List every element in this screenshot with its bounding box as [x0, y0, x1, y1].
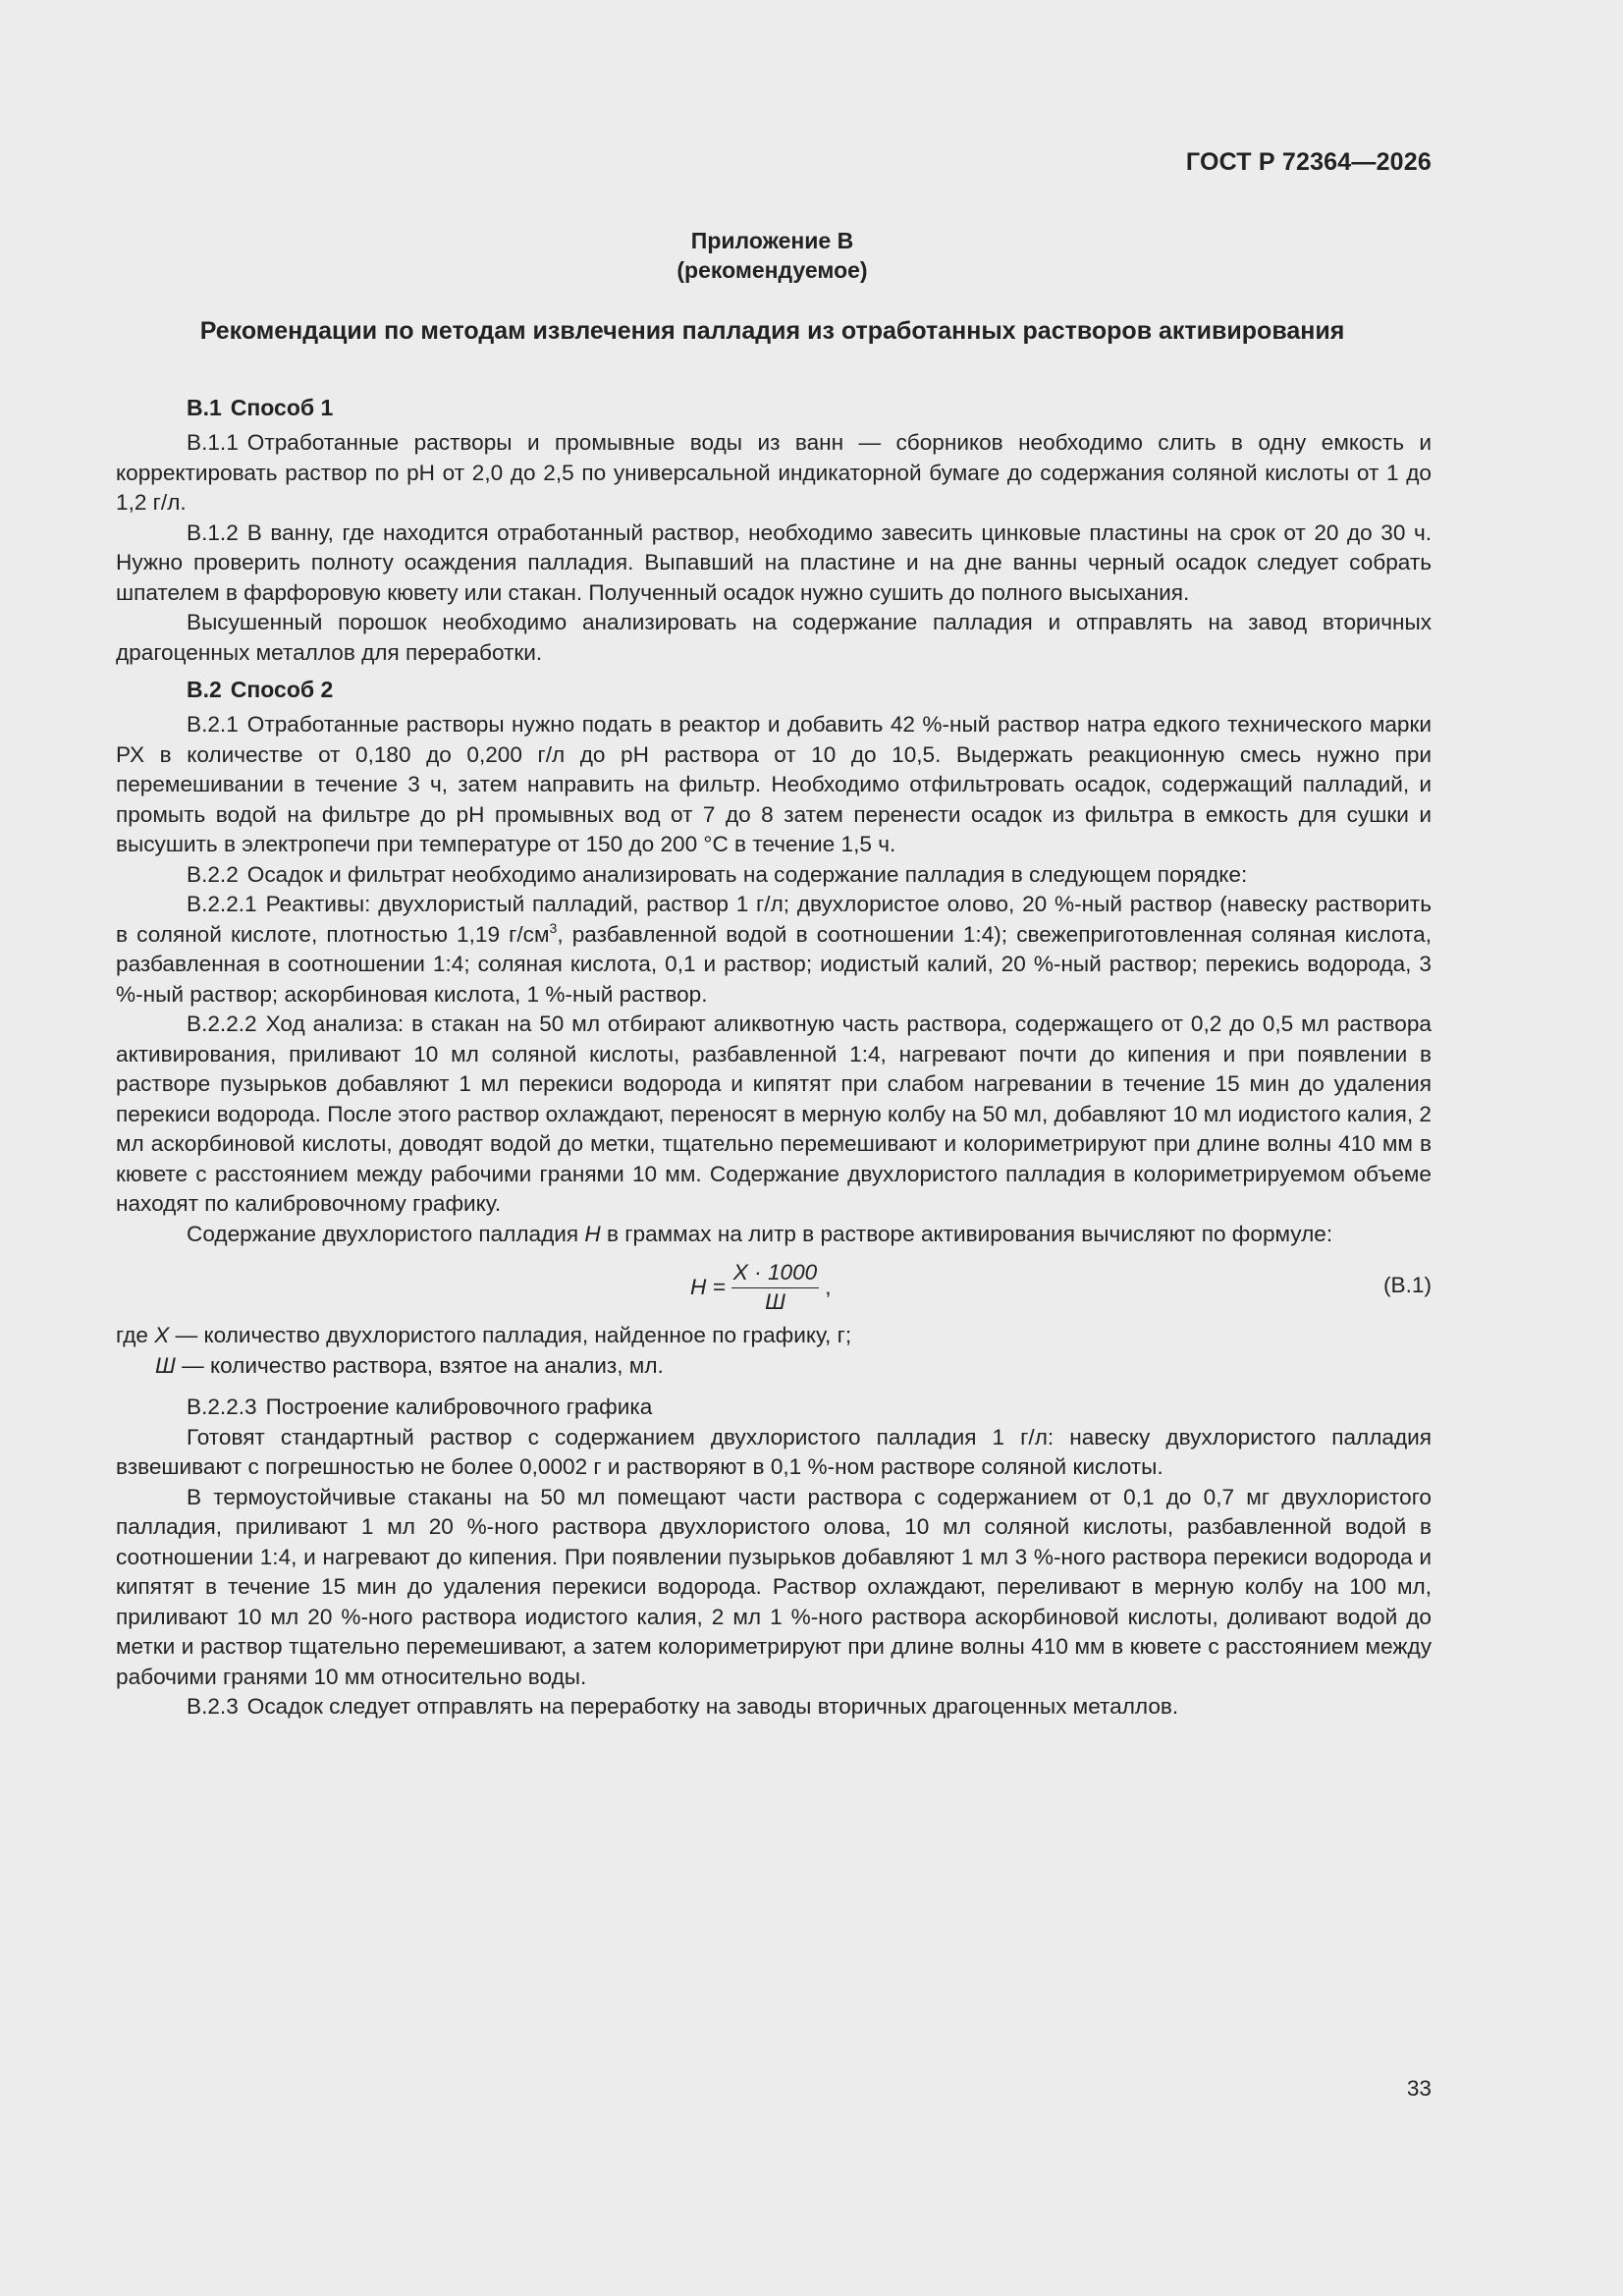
legend-symbol: Х — [154, 1323, 170, 1347]
legend-row — [116, 1320, 1432, 1350]
formula-tail: , — [825, 1274, 832, 1299]
legend-description: количество двухлористого палладия, найденное по графику, г; — [203, 1323, 852, 1347]
clause-number: В.2.1 — [187, 712, 239, 737]
paragraph-text: Содержание двухлористого палладия — [187, 1221, 585, 1246]
legend-dash: — — [182, 1353, 204, 1378]
formula-legend — [116, 1320, 1432, 1381]
gost-code: ГОСТ Р 72364—2026 — [1185, 148, 1432, 176]
variable: Н — [584, 1221, 601, 1246]
clause-number: В.2.2.1 — [187, 892, 257, 916]
paragraph-b2-2 — [116, 860, 1432, 891]
legend-prefix: где — [116, 1323, 148, 1347]
paragraph-calibration-1 — [116, 1423, 1432, 1483]
fraction-denominator: Ш — [765, 1289, 785, 1314]
paragraph-b1-1 — [116, 428, 1432, 519]
annex-title: Приложение В — [690, 228, 854, 253]
paragraph-text: Ход анализа: в стакан на 50 мл отбирают аликвотную часть раствора, содержащего от 0,2 до 0,5 мл раствора активирования, приливают 10 мл соляной кислоты, разбавленной 1:4, нагревают почти до кипения и при появлении в растворе пузырьков добавляют 1 мл перекиси водорода и кипятят при слабом нагревании в течение 15 мин до удаления перекиси водорода. После этого раствор охлаждают, переносят в мерную колбу на 50 мл, добавляют 10 мл иодистого калия, 2 мл аскорбиновой кислоты, доводят водой до метки, тщательно перемешивают и колориметрируют при длине волны 410 мм в кювете с расстоянием между рабочими гранями 10 мм. Содержание двухлористого палладия в колориметрируемом объеме находят по калибровочному графику. — [116, 1011, 1432, 1216]
paragraph-b2-3 — [116, 1692, 1432, 1722]
clause-number: В.2.2.2 — [187, 1011, 257, 1036]
paragraph-b1-2-cont — [116, 608, 1432, 668]
legend-description: количество раствора, взятое на анализ, мл. — [209, 1353, 664, 1378]
clause-number: В.1.1 — [187, 430, 239, 455]
page-number: 33 — [1406, 2076, 1432, 2101]
equation-number: (В.1) — [1383, 1273, 1432, 1297]
document-title: Рекомендации по методам извлечения палладия из отработанных растворов активирования — [199, 317, 1345, 345]
fraction — [731, 1259, 819, 1316]
section-number: В.1 — [187, 395, 222, 420]
legend-symbol: Ш — [155, 1353, 176, 1378]
fraction-numerator: Х · 1000 — [731, 1259, 819, 1288]
paragraph-calibration-2 — [116, 1483, 1432, 1693]
paragraph-text: Готовят стандартный раствор с содержанием двухлористого палладия 1 г/л: навеску двухлористого палладия взвешивают с погрешностью не более 0,0002 г и растворяют в 0,1 %-ном растворе соляной кислоты. — [116, 1424, 1432, 1479]
annex-heading — [0, 226, 1544, 285]
paragraph-b2-2-3 — [116, 1393, 1432, 1423]
section-number: В.2 — [187, 677, 222, 702]
section-heading-b1 — [116, 393, 1432, 422]
paragraph-text: Осадок и фильтрат необходимо анализировать на содержание палладия в следующем порядке: — [246, 861, 1248, 887]
section-title: Способ 1 — [230, 395, 334, 420]
legend-row — [116, 1350, 1432, 1381]
paragraph-text: Реактивы: двухлористый палладий, раствор 1 г/л; двухлористое олово, 20 %-ный раствор (навеску растворить в соляной кислоте, плотностью 1,19 г/см — [116, 892, 1432, 947]
superscript: 3 — [549, 919, 558, 936]
paragraph-text: , разбавленной водой в соотношении 1:4); свежеприготовленная соляная кислота, разбавленная в соотношении 1:4; соляная кислота, 0,1 и раствор; иодистый калий, 20 %-ный раствор; перекись водорода, 3 %-ный раствор; аскорбиновая кислота, 1 %-ный раствор. — [116, 921, 1432, 1007]
paragraph-text: В ванну, где находится отработанный раствор, необходимо завесить цинковые пластины на срок от 20 до 30 ч. Нужно проверить полноту осаждения палладия. Выпавший на пластине и на дне ванны черный осадок следует собрать шпателем в фарфоровую кювету или стакан. Полученный осадок нужно сушить до полного высыхания. — [116, 519, 1432, 605]
section-title: Способ 2 — [230, 677, 334, 702]
paragraph-text: Высушенный порошок необходимо анализировать на содержание палладия и отправлять на завод вторичных драгоценных металлов для переработки. — [116, 610, 1432, 665]
paragraph-formula-intro — [116, 1220, 1432, 1250]
document-body — [116, 393, 1432, 1722]
formula-row — [116, 1257, 1432, 1318]
clause-number: В.2.2.3 — [187, 1394, 257, 1419]
paragraph-text: Отработанные растворы нужно подать в реактор и добавить 42 %-ный раствор натра едкого технического марки РХ в количестве от 0,180 до 0,200 г/л до рН раствора от 10 до 10,5. Выдержать реакционную смесь нужно при перемешивании в течение 3 ч, затем направить на фильтр. Необходимо отфильтровать осадок, содержащий палладий, и промыть водой на фильтре до рН промывных вод от 7 до 8 затем перенести осадок из фильтра в емкость для сушки и высушить в электропечи при температуре от 150 до 200 °С в течение 1,5 ч. — [116, 712, 1432, 856]
paragraph-text: Построение калибровочного графика — [265, 1394, 653, 1419]
paragraph-b2-1 — [116, 710, 1432, 860]
formula — [690, 1257, 832, 1318]
clause-number: В.1.2 — [187, 519, 239, 545]
paragraph-text: Осадок следует отправлять на переработку на заводы вторичных драгоценных металлов. — [246, 1694, 1179, 1719]
clause-number: В.2.2 — [187, 861, 239, 887]
paragraph-text: В термоустойчивые стаканы на 50 мл помещают части раствора с содержанием от 0,1 до 0,7 мг двухлористого палладия, приливают 1 мл 20 %-ного раствора двухлористого олова, 10 мл соляной кислоты, разбавленной водой в соотношении 1:4, и нагревают до кипения. При появлении пузырьков добавляют 1 мл 3 %-ного раствора перекиси водорода и кипятят в течение 15 мин до удаления перекиси водорода. Раствор охлаждают, переливают в мерную колбу на 100 мл, приливают 10 мл 20 %-ного раствора иодистого калия, 2 мл 1 %-ного раствора аскорбиновой кислоты, доливают водой до метки и раствор тщательно перемешивают, а затем колориметрируют при длине волны 410 мм в кювете с расстоянием между рабочими гранями 10 мм относительно воды. — [116, 1484, 1432, 1689]
section-heading-b2 — [116, 675, 1432, 704]
paragraph-b2-2-2 — [116, 1010, 1432, 1220]
paragraph-text: Отработанные растворы и промывные воды из ванн — сборников необходимо слить в одну емкость и корректировать раствор по рН от 2,0 до 2,5 по универсальной индикаторной бумаге до содержания соляной кислоты от 1 до 1,2 г/л. — [116, 430, 1432, 515]
clause-number: В.2.3 — [187, 1694, 239, 1719]
paragraph-text: в граммах на литр в растворе активирования вычисляют по формуле: — [600, 1221, 1333, 1246]
paragraph-b2-2-1 — [116, 890, 1432, 1010]
formula-lhs: Н = — [690, 1274, 726, 1299]
annex-status: (рекомендуемое) — [676, 257, 868, 283]
legend-dash: — — [175, 1323, 198, 1347]
paragraph-b1-2 — [116, 519, 1432, 609]
